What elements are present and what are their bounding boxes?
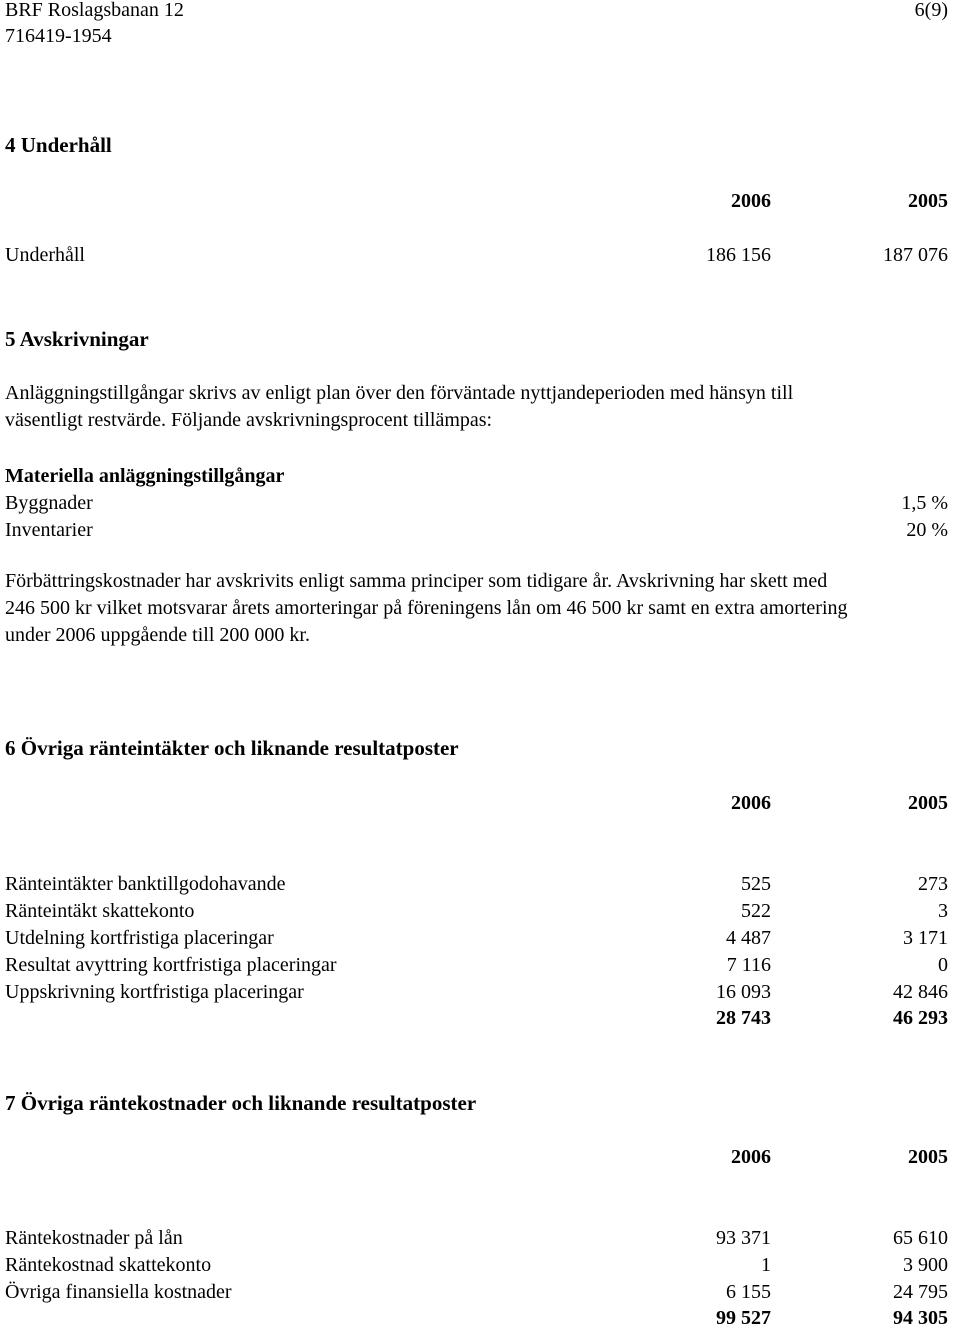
- s4-row-label: Underhåll: [5, 244, 85, 266]
- s6-row-label: Resultat avyttring kortfristiga placeringar: [5, 954, 337, 976]
- s5-p2-line1: Förbättringskostnader har avskrivits enligt samma principer som tidigare år. Avskrivning har skett med: [5, 570, 828, 592]
- s6-total-2006: 28 743: [716, 1007, 771, 1029]
- s6-year-2005: 2005: [908, 792, 948, 814]
- s5-p1-line1: Anläggningstillgångar skrivs av enligt plan över den förväntade nyttjandeperioden med hänsyn till: [5, 382, 794, 404]
- s7-row-2005: 65 610: [893, 1227, 948, 1249]
- s6-row-2006: 522: [741, 900, 771, 922]
- s6-row-2006: 7 116: [726, 954, 771, 976]
- s5-p2-line3: under 2006 uppgående till 200 000 kr.: [5, 624, 310, 646]
- s7-row-2006: 6 155: [726, 1281, 771, 1303]
- org-number: 716419-1954: [5, 25, 112, 47]
- s5-rate-value: 20 %: [906, 519, 948, 541]
- s6-row-2005: 273: [918, 873, 948, 895]
- s7-total-2006: 99 527: [716, 1307, 771, 1329]
- s5-rate-label: Inventarier: [5, 519, 93, 541]
- s6-row-label: Ränteintäkt skattekonto: [5, 900, 195, 922]
- s7-row-label: Räntekostnader på lån: [5, 1227, 183, 1249]
- s6-year-2006: 2006: [731, 792, 771, 814]
- s4-year-2005: 2005: [908, 190, 948, 212]
- s6-total-2005: 46 293: [893, 1007, 948, 1029]
- s6-row-2006: 525: [741, 873, 771, 895]
- s6-row-2005: 0: [938, 954, 948, 976]
- s7-row-label: Övriga finansiella kostnader: [5, 1281, 232, 1303]
- s4-year-2006: 2006: [731, 190, 771, 212]
- s5-paragraph-2: [5, 568, 960, 649]
- s6-row-label: Uppskrivning kortfristiga placeringar: [5, 981, 304, 1003]
- s7-year-2006: 2006: [731, 1146, 771, 1168]
- s6-row-2006: 4 487: [726, 927, 771, 949]
- s6-row-2005: 3 171: [903, 927, 948, 949]
- s5-subheading: Materiella anläggningstillgångar: [5, 465, 285, 487]
- s7-row-2006: 1: [761, 1254, 771, 1276]
- section-7-title: 7 Övriga räntekostnader och liknande resultatposter: [5, 1091, 477, 1115]
- section-6-title: 6 Övriga ränteintäkter och liknande resultatposter: [5, 736, 459, 760]
- s6-row-label: Utdelning kortfristiga placeringar: [5, 927, 274, 949]
- s4-row-2006: 186 156: [706, 244, 771, 266]
- s6-row-2005: 3: [938, 900, 948, 922]
- s7-row-2006: 93 371: [716, 1227, 771, 1249]
- section-4-title: 4 Underhåll: [5, 133, 112, 157]
- s7-row-2005: 3 900: [903, 1254, 948, 1276]
- s7-row-label: Räntekostnad skattekonto: [5, 1254, 212, 1276]
- s7-row-2005: 24 795: [893, 1281, 948, 1303]
- page-number: 6(9): [914, 0, 948, 21]
- org-name: BRF Roslagsbanan 12: [5, 0, 184, 21]
- s5-p1-line2: väsentligt restvärde. Följande avskrivningsprocent tillämpas:: [5, 409, 493, 431]
- s7-year-2005: 2005: [908, 1146, 948, 1168]
- s7-total-2005: 94 305: [893, 1307, 948, 1329]
- s6-row-2006: 16 093: [716, 981, 771, 1003]
- section-5-title: 5 Avskrivningar: [5, 327, 149, 351]
- s5-rate-value: 1,5 %: [901, 492, 948, 514]
- s5-rate-label: Byggnader: [5, 492, 93, 514]
- s6-row-label: Ränteintäkter banktillgodohavande: [5, 873, 286, 895]
- s5-p2-line2: 246 500 kr vilket motsvarar årets amorteringar på föreningens lån om 46 500 kr samt en extra amortering: [5, 597, 848, 619]
- s6-row-2005: 42 846: [893, 981, 948, 1003]
- s5-paragraph-1: [5, 380, 960, 434]
- s4-row-2005: 187 076: [883, 244, 948, 266]
